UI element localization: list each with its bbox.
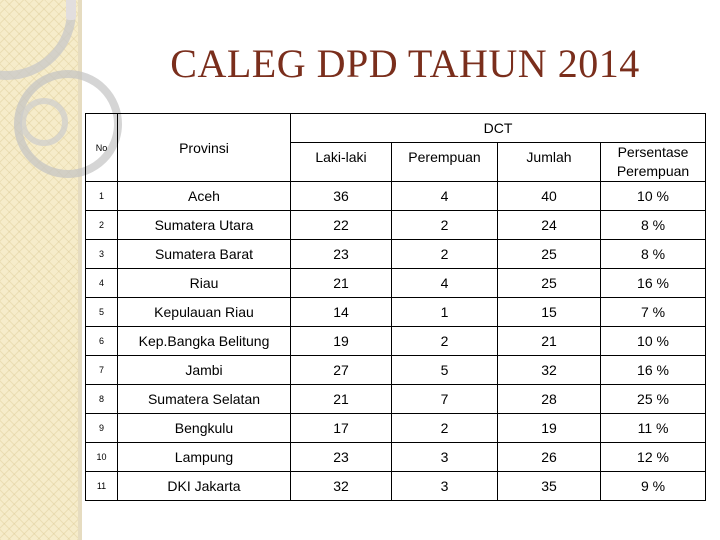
header-perempuan: Perempuan xyxy=(392,143,498,182)
cell-perempuan: 2 xyxy=(392,414,498,443)
table-header-row xyxy=(86,114,706,143)
cell-persentase: 12 % xyxy=(601,443,706,472)
cell-no: 5 xyxy=(86,298,118,327)
cell-perempuan: 3 xyxy=(392,472,498,501)
header-persentase-line2: Perempuan xyxy=(616,163,690,179)
cell-persentase: 25 % xyxy=(601,385,706,414)
table-row xyxy=(86,356,706,385)
cell-provinsi: Kepulauan Riau xyxy=(118,298,291,327)
cell-jumlah: 24 xyxy=(498,211,601,240)
table-row xyxy=(86,472,706,501)
cell-provinsi: Riau xyxy=(118,269,291,298)
table-row xyxy=(86,414,706,443)
cell-perempuan: 2 xyxy=(392,240,498,269)
cell-provinsi: Aceh xyxy=(118,182,291,211)
cell-jumlah: 35 xyxy=(498,472,601,501)
cell-no: 8 xyxy=(86,385,118,414)
cell-perempuan: 2 xyxy=(392,327,498,356)
cell-persentase: 16 % xyxy=(601,269,706,298)
cell-persentase: 8 % xyxy=(601,240,706,269)
cell-jumlah: 15 xyxy=(498,298,601,327)
decorative-bar xyxy=(66,0,76,20)
cell-provinsi: Bengkulu xyxy=(118,414,291,443)
cell-perempuan: 3 xyxy=(392,443,498,472)
cell-no: 1 xyxy=(86,182,118,211)
cell-no: 6 xyxy=(86,327,118,356)
cell-laki-laki: 17 xyxy=(291,414,392,443)
cell-jumlah: 32 xyxy=(498,356,601,385)
cell-persentase: 10 % xyxy=(601,182,706,211)
cell-laki-laki: 22 xyxy=(291,211,392,240)
cell-laki-laki: 23 xyxy=(291,443,392,472)
header-persentase-line1: Persentase xyxy=(617,144,689,160)
cell-no: 11 xyxy=(86,472,118,501)
cell-perempuan: 4 xyxy=(392,269,498,298)
table-row xyxy=(86,240,706,269)
cell-persentase: 7 % xyxy=(601,298,706,327)
header-dct: DCT xyxy=(291,114,706,143)
table-row xyxy=(86,298,706,327)
cell-provinsi: Sumatera Utara xyxy=(118,211,291,240)
cell-jumlah: 21 xyxy=(498,327,601,356)
header-no: No xyxy=(86,114,118,182)
cell-laki-laki: 21 xyxy=(291,385,392,414)
cell-jumlah: 28 xyxy=(498,385,601,414)
cell-perempuan: 4 xyxy=(392,182,498,211)
cell-laki-laki: 36 xyxy=(291,182,392,211)
dct-table xyxy=(85,113,706,501)
cell-laki-laki: 21 xyxy=(291,269,392,298)
table-body xyxy=(86,182,706,501)
cell-persentase: 8 % xyxy=(601,211,706,240)
cell-provinsi: Kep.Bangka Belitung xyxy=(118,327,291,356)
cell-no: 4 xyxy=(86,269,118,298)
cell-laki-laki: 19 xyxy=(291,327,392,356)
table-row xyxy=(86,269,706,298)
cell-no: 7 xyxy=(86,356,118,385)
cell-persentase: 9 % xyxy=(601,472,706,501)
cell-no: 10 xyxy=(86,443,118,472)
cell-provinsi: Sumatera Selatan xyxy=(118,385,291,414)
table-row xyxy=(86,211,706,240)
cell-jumlah: 19 xyxy=(498,414,601,443)
slide-title: CALEG DPD TAHUN 2014 xyxy=(170,41,640,86)
header-persentase xyxy=(601,143,706,182)
cell-perempuan: 5 xyxy=(392,356,498,385)
cell-jumlah: 26 xyxy=(498,443,601,472)
table-row xyxy=(86,443,706,472)
cell-no: 3 xyxy=(86,240,118,269)
cell-laki-laki: 14 xyxy=(291,298,392,327)
cell-perempuan: 1 xyxy=(392,298,498,327)
cell-provinsi: Lampung xyxy=(118,443,291,472)
cell-provinsi: DKI Jakarta xyxy=(118,472,291,501)
decorative-ring xyxy=(20,98,68,146)
cell-laki-laki: 32 xyxy=(291,472,392,501)
cell-provinsi: Jambi xyxy=(118,356,291,385)
cell-provinsi: Sumatera Barat xyxy=(118,240,291,269)
cell-jumlah: 25 xyxy=(498,269,601,298)
header-provinsi: Provinsi xyxy=(118,114,291,182)
cell-laki-laki: 27 xyxy=(291,356,392,385)
cell-persentase: 11 % xyxy=(601,414,706,443)
table-row xyxy=(86,385,706,414)
cell-jumlah: 40 xyxy=(498,182,601,211)
cell-perempuan: 2 xyxy=(392,211,498,240)
header-jumlah: Jumlah xyxy=(498,143,601,182)
table-row xyxy=(86,327,706,356)
table-row xyxy=(86,182,706,211)
cell-perempuan: 7 xyxy=(392,385,498,414)
cell-persentase: 16 % xyxy=(601,356,706,385)
cell-jumlah: 25 xyxy=(498,240,601,269)
cell-laki-laki: 23 xyxy=(291,240,392,269)
cell-no: 9 xyxy=(86,414,118,443)
header-laki-laki: Laki-laki xyxy=(291,143,392,182)
cell-no: 2 xyxy=(86,211,118,240)
cell-persentase: 10 % xyxy=(601,327,706,356)
